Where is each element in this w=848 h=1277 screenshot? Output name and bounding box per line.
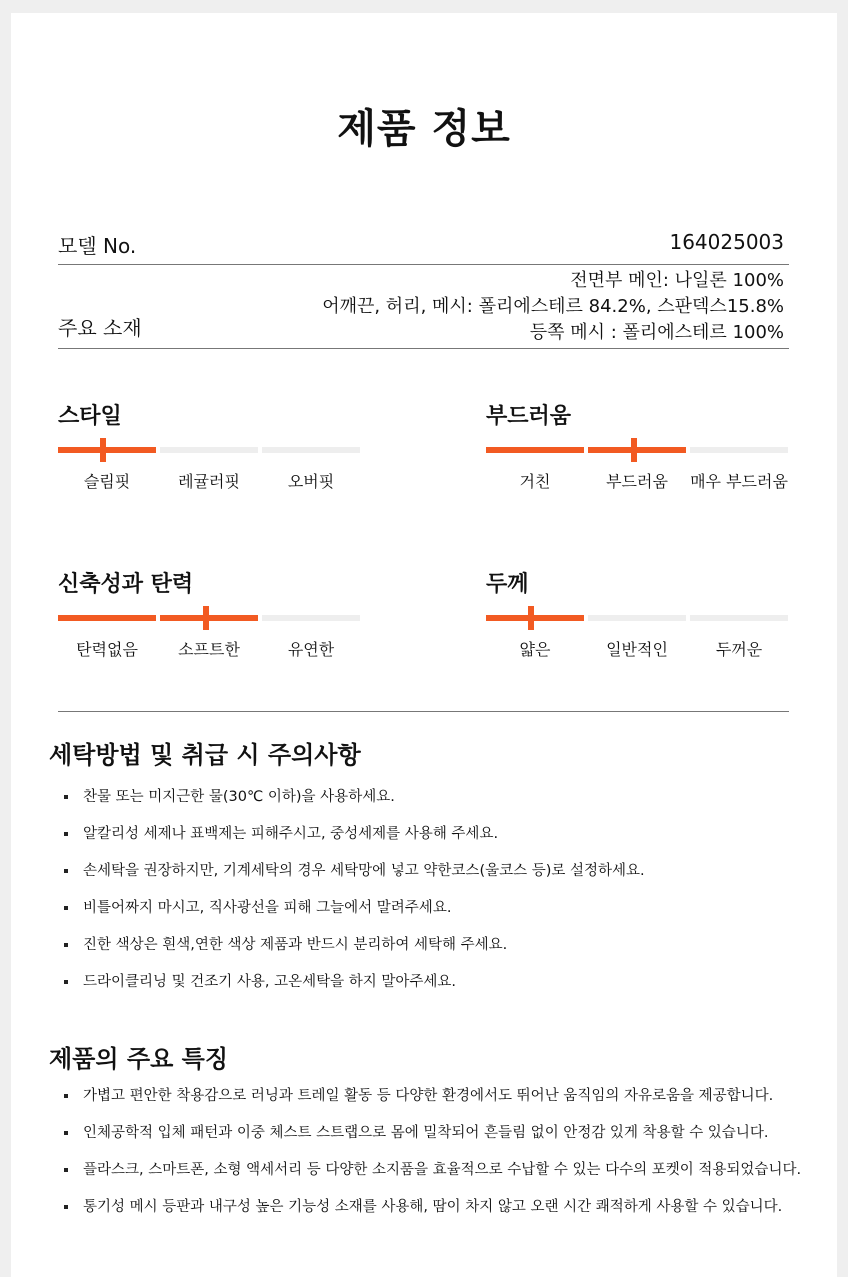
material-values (322, 268, 784, 346)
material-row (58, 268, 789, 349)
scale-label: 소프트한 (178, 640, 240, 659)
model-row (58, 226, 789, 265)
scale-marker (203, 606, 209, 630)
page-title: 제품 정보 (337, 106, 511, 152)
scale-label: 슬림핏 (83, 472, 131, 491)
care-list (49, 786, 839, 1008)
scale-segment (588, 615, 686, 621)
list-item: 드라이클리닝 및 건조기 사용, 고온세탁을 하지 말아주세요. (49, 971, 839, 1008)
scale-segment (58, 615, 156, 621)
list-item: 플라스크, 스마트폰, 소형 액세서리 등 다양한 소지품을 효율적으로 수납할 수 있는 다수의 포켓이 적용되었습니다. (49, 1159, 839, 1196)
scale-segment (160, 447, 258, 453)
scale-bar (486, 447, 788, 453)
scale-label: 유연한 (287, 640, 335, 659)
list-item: 찬물 또는 미지근한 물(30℃ 이하)을 사용하세요. (49, 786, 839, 823)
scale-title: 두께 (486, 572, 529, 597)
list-item: 인체공학적 입체 패턴과 이중 체스트 스트랩으로 몸에 밀착되어 흔들림 없이 안정감 있게 착용할 수 있습니다. (49, 1122, 839, 1159)
scale-segment (486, 615, 584, 621)
list-item: 통기성 메시 등판과 내구성 높은 기능성 소재를 사용해, 땀이 차지 않고 오랜 시간 쾌적하게 사용할 수 있습니다. (49, 1196, 839, 1233)
scale-title: 부드러움 (486, 404, 572, 429)
scale-segment (262, 447, 360, 453)
scale-label: 오버핏 (287, 472, 335, 491)
list-item: 비틀어짜지 마시고, 직사광선을 피해 그늘에서 말려주세요. (49, 897, 839, 934)
section-divider (58, 711, 789, 712)
care-title: 세탁방법 및 취급 시 주의사항 (49, 741, 361, 769)
scale-segment (588, 447, 686, 453)
material-line: 등쪽 메시 : 폴리에스테르 100% (529, 322, 784, 343)
scale-bar (58, 615, 360, 621)
scale-bar (58, 447, 360, 453)
scale-label: 매우 부드러움 (690, 472, 788, 491)
scale-label: 일반적인 (606, 640, 668, 659)
features-title: 제품의 주요 특징 (49, 1045, 228, 1073)
scale-label: 두꺼운 (715, 640, 763, 659)
scale-label: 부드러움 (606, 472, 668, 491)
scale-label: 얇은 (519, 640, 551, 659)
scale-segment (160, 615, 258, 621)
list-item: 알칼리성 세제나 표백제는 피해주시고, 중성세제를 사용해 주세요. (49, 823, 839, 860)
scale-label: 레귤러핏 (178, 472, 240, 491)
features-list (49, 1085, 839, 1233)
product-info-card (11, 13, 837, 1277)
scale-marker (100, 438, 106, 462)
material-line: 어깨끈, 허리, 메시: 폴리에스테르 84.2%, 스판덱스15.8% (322, 296, 784, 317)
scale-segment (486, 447, 584, 453)
scale-segment (690, 447, 788, 453)
model-label: 모델 No. (58, 234, 137, 258)
scale-bar (486, 615, 788, 621)
scale-segment (58, 447, 156, 453)
material-line: 전면부 메인: 나일론 100% (570, 270, 784, 291)
material-label: 주요 소재 (58, 316, 142, 340)
list-item: 진한 색상은 흰색,연한 색상 제품과 반드시 분리하여 세탁해 주세요. (49, 934, 839, 971)
list-item: 손세탁을 권장하지만, 기계세탁의 경우 세탁망에 넣고 약한코스(울코스 등)로 설정하세요. (49, 860, 839, 897)
list-item: 가볍고 편안한 착용감으로 러닝과 트레일 활동 등 다양한 환경에서도 뛰어난 움직임의 자유로움을 제공합니다. (49, 1085, 839, 1122)
scale-title: 신축성과 탄력 (58, 572, 194, 597)
scale-marker (631, 438, 637, 462)
scale-label: 거친 (519, 472, 551, 491)
scale-label: 탄력없음 (76, 640, 138, 659)
scale-segment (262, 615, 360, 621)
scale-segment (690, 615, 788, 621)
scale-title: 스타일 (58, 404, 122, 429)
scale-marker (528, 606, 534, 630)
model-value: 164025003 (669, 230, 784, 254)
